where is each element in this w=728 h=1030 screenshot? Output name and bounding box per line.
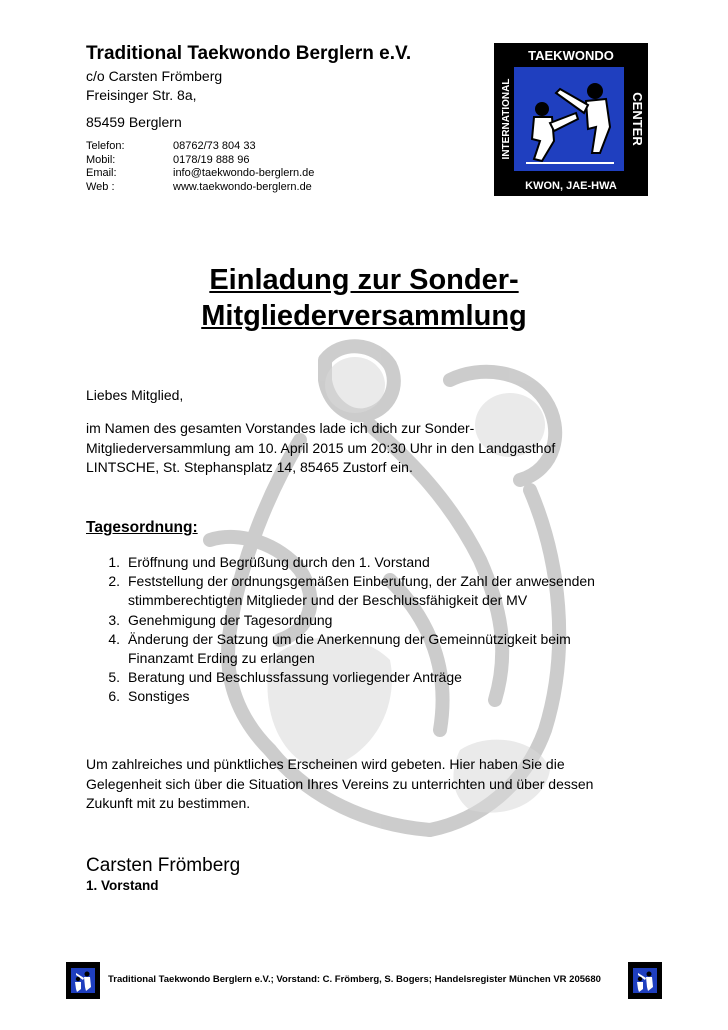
agenda-text: Änderung der Satzung um die Anerkennung der Gemeinnützigkeit beim (128, 630, 571, 647)
page-footer (66, 962, 662, 1000)
agenda-text: Sonstiges (128, 688, 190, 705)
agenda-item (86, 572, 646, 610)
contact-phone (86, 140, 314, 154)
agenda-text: Finanzamt Erding zu erlangen (128, 650, 315, 667)
closing-line: Zukunft mit zu bestimmen. (86, 795, 251, 811)
closing-line: Gelegenheit sich über die Situation Ihres Vereins zu unterrichten und über dessen (86, 775, 594, 792)
agenda-item (86, 553, 646, 572)
org-name: Traditional Taekwondo Berglern e.V. (86, 43, 412, 64)
contact-label: Telefon: (86, 140, 125, 152)
contact-email (86, 167, 314, 181)
contact-value: 08762/73 804 33 (173, 140, 256, 152)
address-line-1: c/o Carsten Frömberg (86, 68, 223, 84)
closing-paragraph (86, 755, 646, 814)
greeting: Liebes Mitglied, (86, 387, 184, 403)
address-line-3: 85459 Berglern (86, 114, 182, 130)
contact-label: Mobil: (86, 153, 116, 166)
agenda-text: Genehmigung der Tagesordnung (128, 611, 333, 628)
logo-right-text: CENTER (630, 92, 645, 146)
agenda-text: stimmberechtigten Mitglieder und der Beschlussfähigkeit der MV (128, 592, 528, 609)
email-link[interactable]: info@taekwondo-berglern.de (173, 167, 315, 179)
agenda-item (86, 687, 646, 706)
agenda-number: 3. (108, 611, 120, 628)
club-logo (494, 43, 648, 196)
contact-label: Web : (86, 180, 115, 193)
logo-left-text: INTERNATIONAL (501, 78, 512, 160)
signer-name: Carsten Frömberg (86, 855, 241, 876)
agenda-number: 4. (108, 630, 120, 647)
footer-logo-left-icon (66, 962, 100, 999)
agenda-item (86, 630, 646, 668)
document-title (0, 262, 728, 334)
closing-line: Um zahlreiches und pünktliches Erscheinen wird gebeten. Hier haben Sie die (86, 756, 565, 772)
footer-text: Traditional Taekwondo Berglern e.V.; Vorstand: C. Frömberg, S. Bogers; Handelsregister München VR 205680 (108, 974, 601, 985)
agenda-text: Feststellung der ordnungsgemäßen Einberufung, der Zahl der anwesenden (128, 573, 595, 590)
logo-top-text: TAEKWONDO (528, 48, 614, 63)
contact-web (86, 181, 314, 195)
footer-logo-right-icon (628, 962, 662, 999)
agenda-number: 6. (108, 688, 120, 705)
agenda-list (86, 553, 646, 707)
contact-label: Email: (86, 167, 117, 179)
address-line-2: Freisinger Str. 8a, (86, 87, 197, 103)
title-line-2: Mitgliederversammlung (201, 300, 527, 332)
agenda-item (86, 611, 646, 630)
agenda-number: 5. (108, 669, 120, 686)
intro-paragraph (86, 419, 646, 478)
agenda-text: Eröffnung und Begrüßung durch den 1. Vorstand (128, 554, 430, 570)
agenda-number: 2. (108, 573, 120, 590)
intro-line: LINTSCHE, St. Stephansplatz 14, 85465 Zustorf ein. (86, 459, 413, 475)
agenda-number: 1. (108, 554, 120, 570)
agenda-item (86, 668, 646, 687)
agenda-text: Beratung und Beschlussfassung vorliegender Anträge (128, 669, 462, 686)
contact-value: 0178/19 888 96 (173, 153, 250, 166)
contact-block (86, 140, 314, 194)
logo-bottom-text: KWON, JAE-HWA (525, 180, 617, 192)
contact-mobile (86, 154, 314, 168)
agenda-heading: Tagesordnung: (86, 519, 198, 536)
web-link[interactable]: www.taekwondo-berglern.de (173, 180, 312, 193)
intro-line: im Namen des gesamten Vorstandes lade ich dich zur Sonder- (86, 420, 475, 436)
title-line-1: Einladung zur Sonder- (209, 264, 519, 296)
signer-role: 1. Vorstand (86, 878, 159, 893)
intro-line: Mitgliederversammlung am 10. April 2015 um 20:30 Uhr in den Landgasthof (86, 439, 556, 456)
